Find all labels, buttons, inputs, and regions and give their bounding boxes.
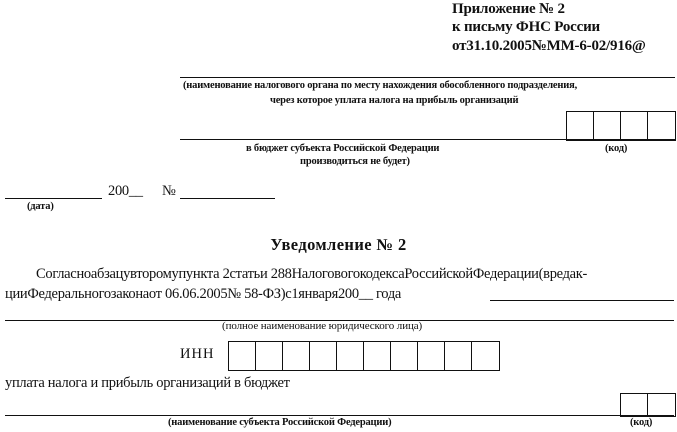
inn-cell[interactable] — [283, 342, 310, 370]
inn-cell[interactable] — [256, 342, 283, 370]
number-sign: № — [162, 183, 176, 199]
inn-cell[interactable] — [364, 342, 391, 370]
tax-authority-field[interactable] — [180, 77, 675, 78]
inn-cell[interactable] — [472, 342, 499, 370]
inn-cell[interactable] — [337, 342, 364, 370]
notice-paragraph-2: цииФедеральногозаконаот 06.06.2005№ 58-ФЗ)с1января200__ года — [5, 286, 402, 302]
inn-cell[interactable] — [445, 342, 472, 370]
inn-cell[interactable] — [229, 342, 256, 370]
region-caption: (наименование субъекта Российской Федерации) — [168, 417, 392, 428]
region-name-field[interactable] — [5, 415, 674, 416]
date-field[interactable] — [5, 198, 102, 199]
region-code-cells[interactable] — [620, 393, 676, 417]
organization-caption: (полное наименование юридического лица) — [222, 320, 423, 332]
tax-authority-caption-1: (наименование налогового органа по месту нахождения обособленного подразделения, — [183, 80, 577, 91]
notice-title: Уведомление № 2 — [270, 235, 407, 254]
inn-cell[interactable] — [391, 342, 418, 370]
tax-authority-underline — [180, 139, 675, 140]
letter-reference: к письму ФНС России — [452, 19, 600, 35]
letter-date-number: от31.10.2005№ММ-6-02/916@ — [452, 38, 646, 54]
region-code-cell[interactable] — [621, 394, 648, 416]
inn-cell[interactable] — [418, 342, 445, 370]
inn-cells[interactable] — [228, 341, 500, 371]
payment-text: уплата налога и прибыль организаций в бюджет — [5, 375, 290, 391]
budget-caption-2: производиться не будет) — [300, 156, 410, 167]
tax-authority-code-cells[interactable] — [566, 111, 676, 141]
date-caption: (дата) — [27, 201, 54, 212]
code-cell[interactable] — [621, 112, 648, 140]
region-code-label: (код) — [630, 417, 653, 428]
number-field[interactable] — [180, 198, 275, 199]
code-cell[interactable] — [648, 112, 675, 140]
appendix-label: Приложение № 2 — [452, 1, 565, 17]
year-text: 200__ — [108, 183, 143, 199]
tax-authority-caption-2: через которое уплата налога на прибыль организаций — [270, 95, 519, 106]
budget-code-label: (код) — [605, 143, 628, 154]
paragraph-fill-line[interactable] — [490, 300, 674, 301]
budget-caption-1: в бюджет субъекта Российской Федерации — [246, 143, 440, 154]
inn-label: ИНН — [180, 346, 215, 362]
region-code-cell[interactable] — [648, 394, 675, 416]
code-cell[interactable] — [567, 112, 594, 140]
notice-paragraph-1: Согласноабзацувторомупункта 2статьи 288НалоговогокодексаРоссийскойФедерации(вредак- — [36, 266, 588, 282]
inn-cell[interactable] — [310, 342, 337, 370]
code-cell[interactable] — [594, 112, 621, 140]
